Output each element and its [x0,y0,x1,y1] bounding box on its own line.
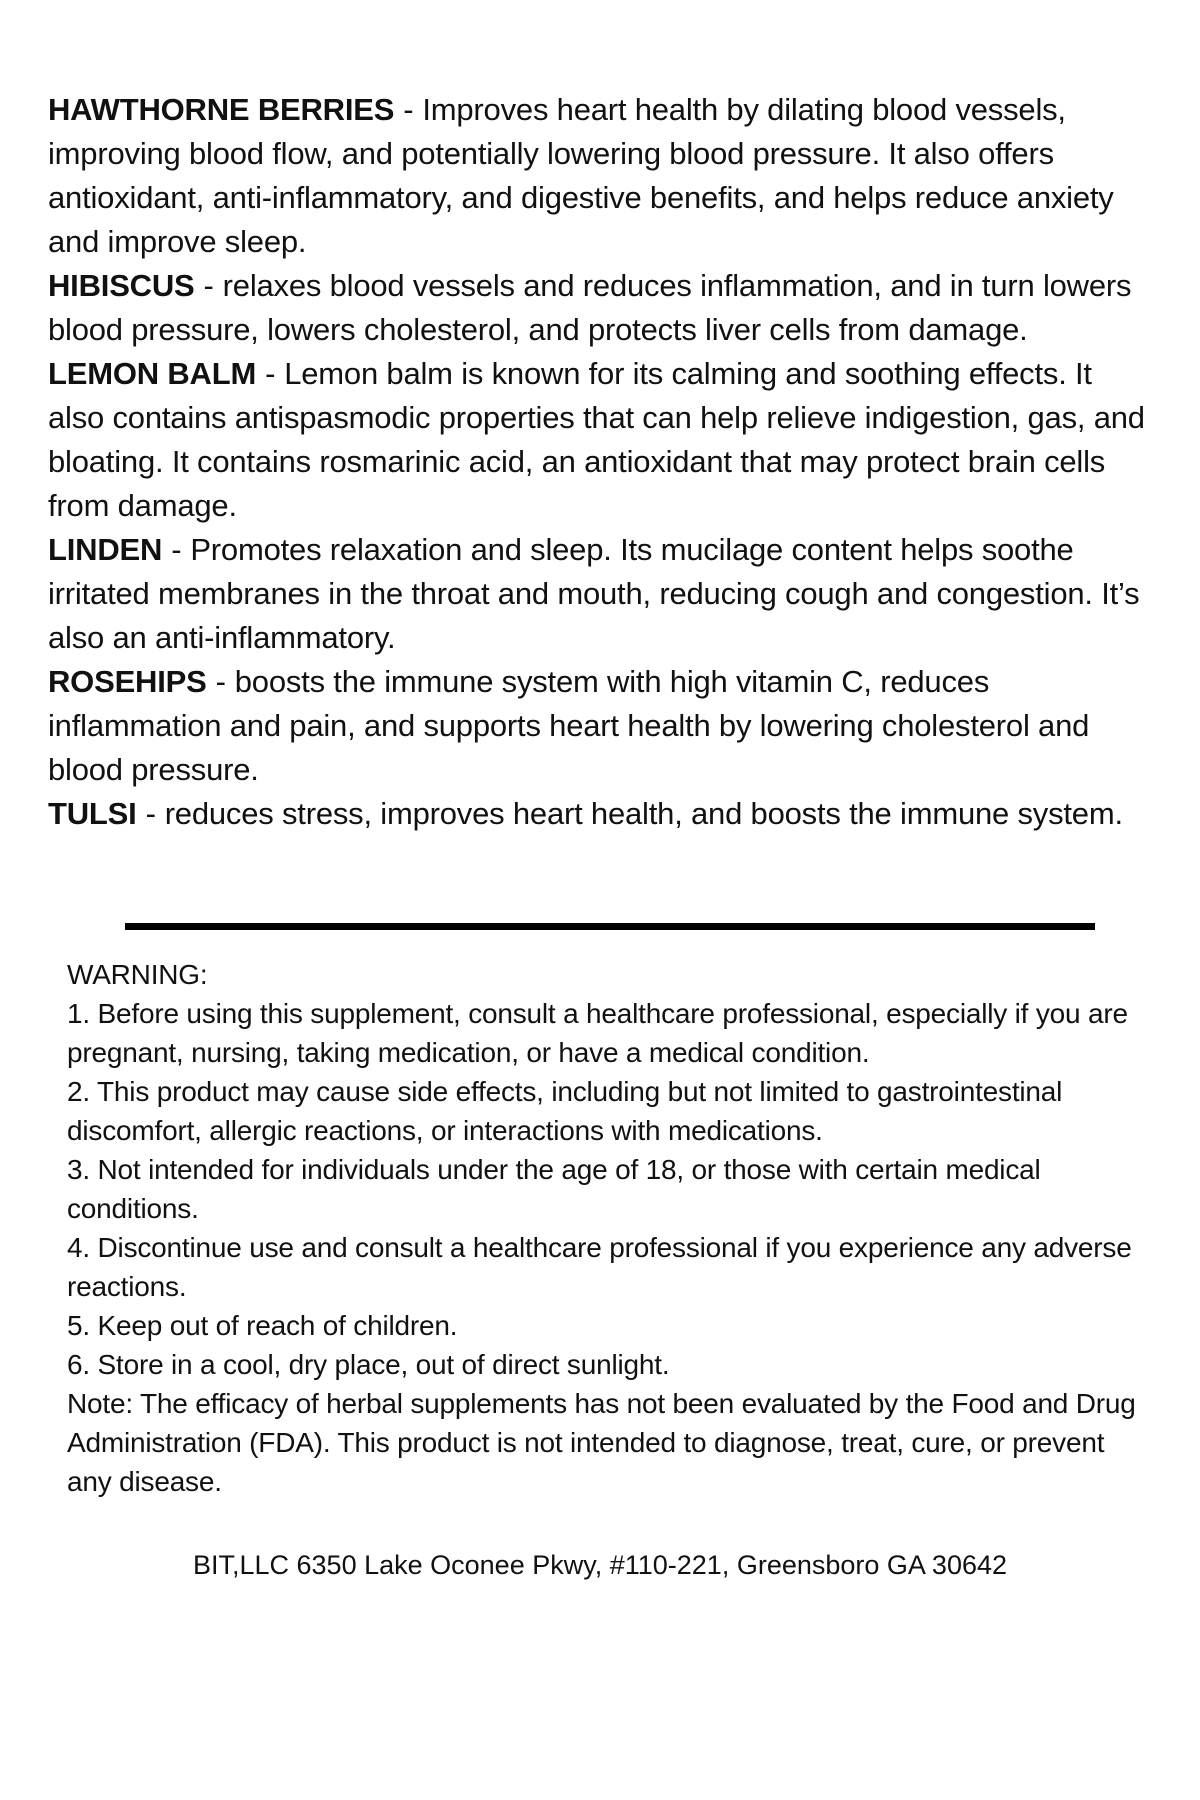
herb-entry [48,528,1148,660]
herb-entry [48,88,1148,264]
herb-entry [48,792,1148,836]
herb-name: ROSEHIPS [48,664,207,699]
herb-entry [48,352,1148,528]
warning-item: 5. Keep out of reach of children. [67,1310,458,1341]
warning-heading: WARNING: [67,959,208,990]
herb-name: HAWTHORNE BERRIES [48,92,395,127]
divider-line [125,923,1095,930]
herb-separator: - [171,532,182,567]
herb-entry [48,264,1148,352]
warning-section [0,955,1200,1501]
warning-item: 4. Discontinue use and consult a healthcare professional if you experience any adverse reactions. [67,1232,1132,1302]
herb-separator: - [215,664,226,699]
herb-name: LEMON BALM [48,356,257,391]
herb-name: HIBISCUS [48,268,195,303]
warning-note: Note: The efficacy of herbal supplements has not been evaluated by the Food and Drug Administration (FDA). This product is not intended to diagnose, treat, cure, or prevent any disease. [67,1388,1136,1497]
herb-name: TULSI [48,796,137,831]
herb-description: Improves heart health by dilating blood vessels, improving blood flow, and potentially lowering blood pressure. It also offers antioxidant, anti-inflammatory, and digestive benefits, and helps reduce anxiety and improve sleep. [48,92,1114,259]
herb-separator: - [203,268,214,303]
footer-address: BIT,LLC 6350 Lake Oconee Pkwy, #110-221, Greensboro GA 30642 [192,1550,1008,1580]
herb-description: Lemon balm is known for its calming and soothing effects. It also contains antispasmodic properties that can help relieve indigestion, gas, and bloating. It contains rosmarinic acid, an antioxidant that may protect brain cells from damage. [48,356,1145,523]
warning-item: 2. This product may cause side effects, including but not limited to gastrointestinal discomfort, allergic reactions, or interactions with medications. [67,1076,1063,1146]
herb-separator: - [265,356,276,391]
herb-entry [48,660,1148,792]
herb-description: Promotes relaxation and sleep. Its mucilage content helps soothe irritated membranes in the throat and mouth, reducing cough and congestion. It’s also an anti-inflammatory. [48,532,1140,655]
warning-item: 6. Store in a cool, dry place, out of direct sunlight. [67,1349,670,1380]
warning-item: 1. Before using this supplement, consult a healthcare professional, especially if you are pregnant, nursing, taking medication, or have a medical condition. [67,998,1128,1068]
herb-benefits-section [0,0,1200,836]
herb-separator: - [403,92,414,127]
herb-separator: - [145,796,156,831]
herb-description: relaxes blood vessels and reduces inflammation, and in turn lowers blood pressure, lowers cholesterol, and protects liver cells from damage. [48,268,1132,347]
warning-item: 3. Not intended for individuals under the age of 18, or those with certain medical conditions. [67,1154,1041,1224]
herb-name: LINDEN [48,532,163,567]
herb-description: boosts the immune system with high vitamin C, reduces inflammation and pain, and supports heart health by lowering cholesterol and blood pressure. [48,664,1090,787]
herb-description: reduces stress, improves heart health, and boosts the immune system. [164,796,1123,831]
